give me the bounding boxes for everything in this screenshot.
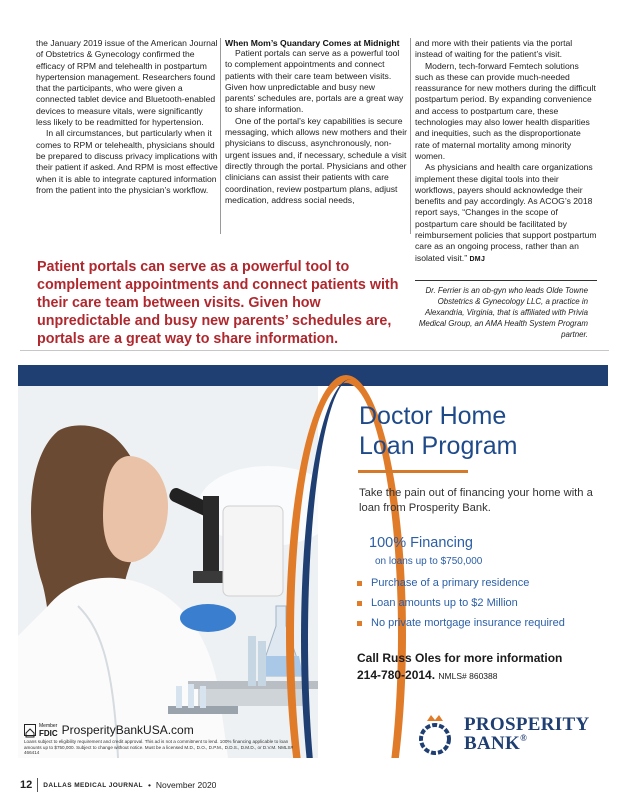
article-paragraph: and more with their patients via the portal instead of waiting for the patient’s visit. [415, 38, 573, 60]
list-item-label: Loan amounts up to $2 Million [371, 597, 518, 609]
column-divider [410, 38, 411, 234]
column-divider [220, 38, 221, 234]
author-bio: Dr. Ferrier is an ob-gyn who leads Olde Towne Obstetrics & Gynecology LLC, a practice in Alexandria, Virginia, that is affiliated with Privia Medical Group, an AMA Health System Program partner. [418, 286, 588, 339]
fdic-row [24, 722, 194, 738]
ad-tagline: Take the pain out of financing your home with a loan from Prosperity Bank. [359, 487, 593, 514]
article-column-3 [415, 38, 597, 265]
equal-housing-lender-icon [24, 724, 36, 736]
article-paragraph [415, 162, 597, 265]
ad-title [359, 401, 599, 461]
author-divider [415, 280, 597, 281]
ring-logo-icon [421, 725, 449, 753]
fdic-member-label: Member [39, 723, 58, 729]
article-column-1 [36, 38, 218, 196]
fdic-label: FDIC [39, 729, 58, 738]
list-item-label: Purchase of a primary residence [371, 577, 530, 589]
list-item [357, 593, 565, 613]
ad-url-link[interactable]: ProsperityBankUSA.com [61, 723, 194, 737]
article-paragraph: One of the portal’s key capabilities is secure messaging, which allows new mothers and their physicians to discuss, asynchronously, non-urgent issues and, if necessary, schedule a visit directly through the portal. Physicians and other clinicians can assist their patients with care coordination, review postpartum plans, adjust medication, address social needs, [225, 115, 407, 205]
bullet-square-icon [357, 621, 362, 626]
page-footer [20, 778, 216, 792]
logo-wordmark-bank: BANK [464, 733, 521, 754]
loan-benefits-list [357, 573, 565, 633]
article-paragraph: Patient portals can serve as a powerful tool to complement appointments and connect patients with their care team between visits. Given how unpredictable and busy new parents’ schedules are, portals are a great way to share information. [225, 48, 404, 115]
logo-wordmark-line-2 [464, 733, 527, 755]
ad-top-bar [18, 365, 608, 386]
section-divider [20, 350, 609, 351]
article-paragraph: the January 2019 issue of the American Journal of Obstetrics & Gynecology confirmed the efficacy of RPM and telehealth in postpartum hypertension management. Researchers found that the participants, who were given a connected tablet device and Bluetooth-enabled devices to measure vitals, were significantly less likely to be readmitted for hypertension. [36, 38, 218, 128]
contact-block [357, 650, 562, 685]
phone-number[interactable]: 214-780-2014. [357, 668, 436, 682]
footer-separator: • [147, 780, 151, 790]
page-number: 12 [20, 779, 33, 791]
article-paragraph-text: As physicians and health care organizations implement these digital tools into their workflows, payers should acknowledge their benefits and pay accordingly. As ACOG’s 2018 report says, “Changes in the scope of postpartum care should be facilitated by reimbursement policies that support postpartum care as an ongoing process, rather than an isolated visit.” [415, 162, 597, 263]
logo-wordmark-line-1: PROSPERITY [464, 714, 590, 735]
ad-title-line-2: Loan Program [359, 432, 518, 460]
footer-divider [37, 778, 38, 792]
section-subheading: When Mom’s Quandary Comes at Midnight [225, 38, 400, 48]
article-paragraph: Modern, tech-forward Femtech solutions such as these can provide much-needed reassurance for new mothers during the difficult postpartum period. By expanding convenience and access to postpartum care, these technologies may also lower health disparities and inequities, such as the disproportionate rate of maternal mortality among minority women. [415, 60, 596, 161]
list-item-label: No private mortgage insurance required [371, 617, 565, 629]
advertisement [18, 365, 608, 758]
financing-detail: on loans up to $750,000 [375, 556, 483, 567]
contact-line: Call Russ Oles for more information [357, 651, 563, 665]
bullet-square-icon [357, 601, 362, 606]
fdic-mark [39, 722, 58, 738]
scientist-microscope-illustration [18, 386, 328, 758]
lab-photo [18, 386, 328, 758]
list-item [357, 613, 565, 633]
ad-disclaimer: Loans subject to eligibility requirement and credit approval. This ad is not a commitment to lend. 100% financing applicable to loan amounts up to $750,000. Subject to change without notice. Must be a licensed M.D., D.O., D.P.M., D.D.S., D.M.D., or D.V.M. NMLS# 466414 [24, 739, 294, 756]
article-column-2 [225, 38, 407, 206]
ad-title-underline [358, 470, 468, 473]
issue-date: November 2020 [155, 780, 217, 790]
phone-line [357, 667, 562, 685]
bullet-square-icon [357, 581, 362, 586]
trademark-symbol: ® [520, 733, 528, 743]
crown-icon [427, 715, 443, 721]
journal-name: DALLAS MEDICAL JOURNAL [43, 781, 143, 789]
ad-title-line-1: Doctor Home [359, 402, 507, 430]
financing-headline: 100% Financing [369, 535, 473, 551]
end-signature: DMJ [469, 255, 486, 263]
nmls-number: NMLS# 860388 [438, 671, 498, 681]
article-paragraph: In all circumstances, but particularly when it comes to RPM or telehealth, physicians should be prepared to discuss privacy implications with their patient if asked. And RPM is most effective when it is able to integrate captured information from the patient into the physician’s workflow. [36, 128, 218, 195]
list-item [357, 573, 565, 593]
pull-quote: Patient portals can serve as a powerful tool to complement appointments and connect patients with their care team between visits. Given how unpredictable and busy new parents’ schedules are, portals are a great way to share information. [37, 259, 399, 347]
